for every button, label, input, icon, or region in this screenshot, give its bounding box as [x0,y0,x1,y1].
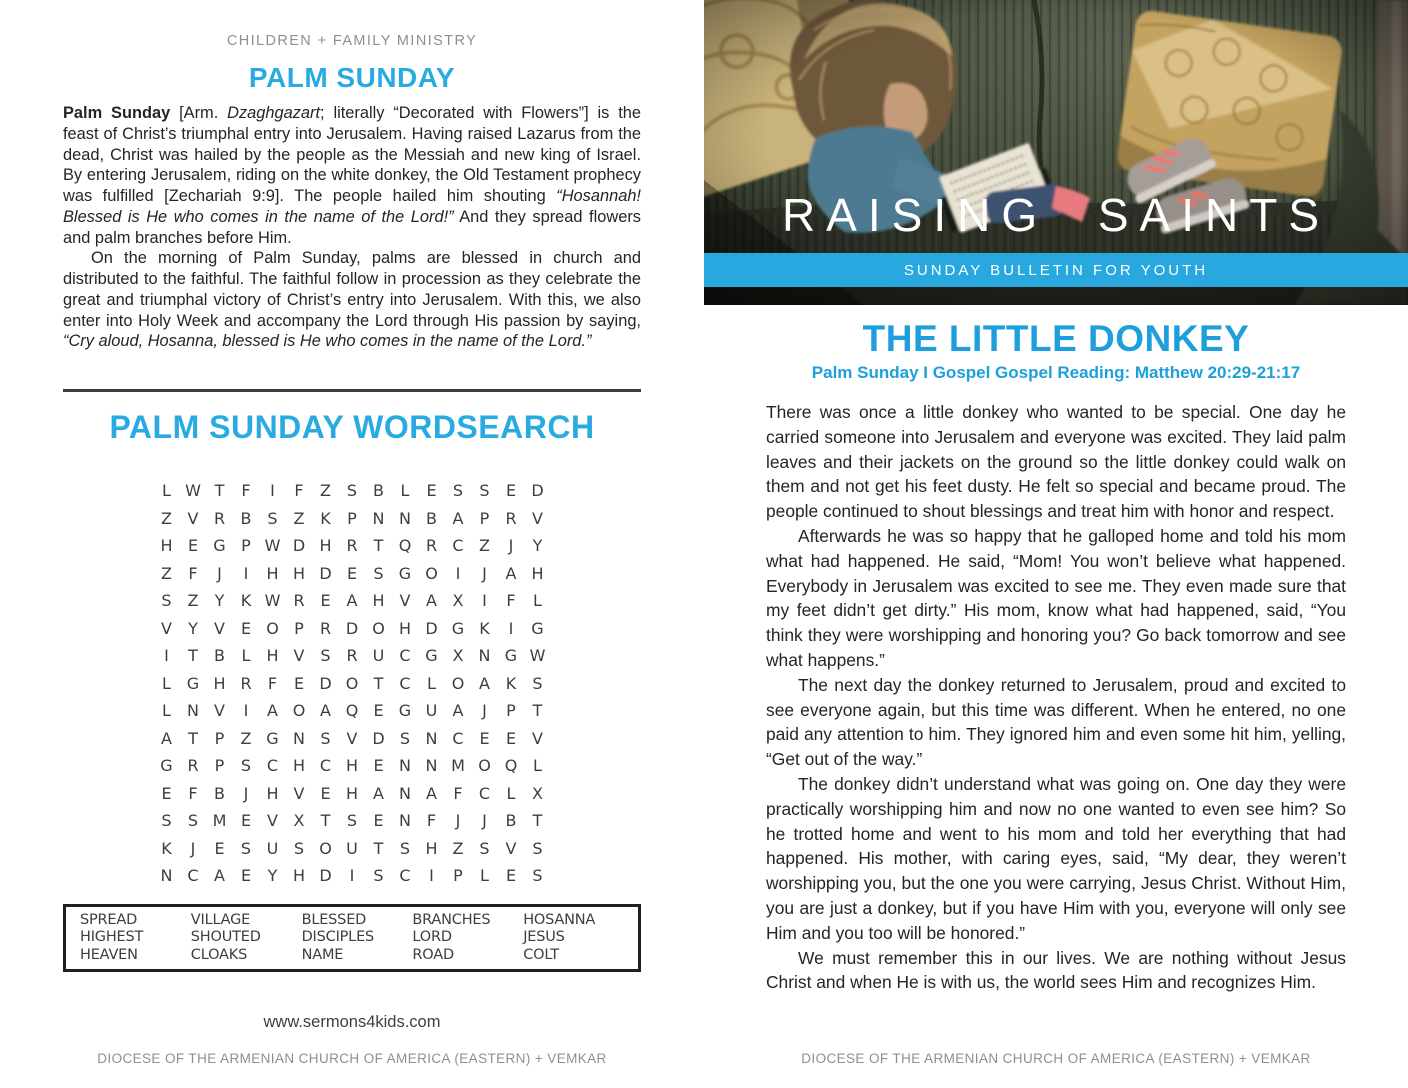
intro-segment: ; literally “Decorated with Flowers”] is the feast of Christ’s triumphal entry into Jerusalem. Having raised Lazarus from the dead, Christ was hailed by the people as the Messiah and new king of Israel. By entering Jerusalem, riding on the white donkey, the Old Testament prophecy was fulfilled [Zechariah 9:9]. The people hailed him shouting [63,104,641,205]
wordsearch-letter: C [452,728,464,748]
wordsearch-letter: E [240,811,252,831]
wordsearch-letter: I [243,563,249,583]
wordsearch-letter: E [426,481,437,501]
wordsearch-letter: Z [452,838,464,858]
wordsearch-letter: N [425,728,438,748]
story-paragraph: There was once a little donkey who wanted to be special. One day he carried someone into Jerusalem and everyone was excited. They laid palm leaves and their jackets on the ground so the little donkey could walk on them and not get his feet dusty. He felt so special and became proud. The people continued to shout blessings and treat him with honor and respect. [766,402,1346,522]
wordsearch-letter: V [399,591,411,611]
wordsearch-letter: R [319,618,332,638]
wordsearch-letter: S [240,756,252,776]
wordsearch-letter: H [292,756,306,776]
wordsearch-row [153,780,551,808]
wordsearch-letter: S [161,811,172,831]
wordsearch-letter: H [266,783,279,803]
wordsearch-letter: V [346,728,358,748]
wordsearch-letter: P [506,701,516,721]
wordsearch-letter: N [399,756,411,776]
wordsearch-row [153,477,551,505]
section-divider [63,389,641,392]
wordsearch-letter: B [240,508,252,528]
wordsearch-letter: L [162,673,171,693]
wordsearch-letter: X [293,811,305,831]
wordsearch-letter: N [399,783,411,803]
word-bank-word: DISCIPLES [301,929,375,945]
wordsearch-letter: O [372,618,385,638]
wordsearch-letter: J [217,563,222,583]
wordsearch-letter: C [452,536,464,556]
wordsearch-letter: G [398,563,412,583]
wordsearch-letter: Y [532,536,543,556]
wordsearch-letter: J [455,811,461,831]
wordsearch-letter: S [532,673,543,693]
word-bank-word: SHOUTED [190,929,261,945]
wordsearch-letter: D [319,563,332,583]
wordsearch-letter: J [482,701,487,721]
wordsearch-row [153,615,551,643]
wordsearch-letter: A [214,866,225,886]
wordsearch-letter: D [345,618,359,638]
wordsearch-letter: H [213,673,226,693]
wordsearch-row [153,835,551,863]
youth-bulletin-banner: SUNDAY BULLETIN FOR YOUTH [704,253,1408,287]
wordsearch-letter: I [455,563,461,583]
wordsearch-letter: S [479,838,490,858]
wordsearch-letter: X [452,646,464,666]
wordsearch-letter: G [531,618,544,638]
wordsearch-letter: K [161,838,172,858]
wordsearch-letter: R [293,591,305,611]
wordsearch-letter: R [240,673,252,693]
wordsearch-letter: L [162,481,171,501]
wordsearch-letter: S [532,866,543,886]
wordsearch-letter: F [294,481,304,501]
word-bank-word: SPREAD [80,911,138,928]
intro-segment: And they spread flowers and palm branches before Him. [63,207,641,247]
wordsearch-letter: O [478,756,491,776]
wordsearch-letter: L [533,756,542,776]
wordsearch-letter: V [267,811,278,831]
wordsearch-letter: Z [240,728,252,748]
wordsearch-letter: W [185,481,201,501]
wordsearch-letter: E [293,673,305,693]
wordsearch-letter: S [320,646,331,666]
wordsearch-letter: N [425,756,438,776]
wordsearch-letter: V [214,618,225,638]
second-paragraph [63,248,641,352]
wordsearch-letter: L [533,591,542,611]
word-bank-word: HOSANNA [523,911,596,928]
wordsearch-letter: E [187,536,199,556]
wordsearch-letter: O [345,673,359,693]
word-bank-word: JESUS [523,929,565,945]
hosannah-quote: “Hosannah! Blessed is He who comes in the name of the Lord!” [63,187,641,226]
story-paragraph: We must remember this in our lives. We are nothing without Jesus Christ and when He is with us, the world sees Him and recognizes Him. [766,947,1346,993]
wordsearch-letter: V [161,618,172,638]
wordsearch-letter: H [531,563,544,583]
wordsearch-letter: D [531,481,544,501]
story-paragraph: The next day the donkey returned to Jerusalem, proud and excited to see everyone again, but this time was different. When he entered, no one paid any attention to him. They ignored him and even some hit him, yelling, “Get out of the way.” [766,674,1346,770]
wordsearch-letter: E [505,481,517,501]
wordsearch-letter: W [264,591,281,611]
word-bank-word: HEAVEN [80,946,138,963]
wordsearch-letter: J [482,811,487,831]
wordsearch-letter: J [243,783,249,803]
word-bank-word: CLOAKS [190,946,248,963]
wordsearch-letter: S [267,508,278,528]
word-bank-word: VILLAGE [190,911,251,928]
wordsearch-row [153,862,551,890]
wordsearch-letter: Y [188,618,198,638]
wordsearch-letter: Y [214,591,225,611]
wordsearch-letter: L [480,866,489,886]
wordsearch-letter: E [240,618,252,638]
wordsearch-letter: R [187,756,199,776]
wordsearch-letter: T [373,673,384,693]
left-footer: DIOCESE OF THE ARMENIAN CHURCH OF AMERICA (EASTERN) + VEMKAR [97,1051,607,1066]
wordsearch-letter: E [505,728,517,748]
wordsearch-letter: S [161,591,172,611]
palm-sunday-intro [63,103,641,352]
wordsearch-letter: D [319,866,332,886]
cry-aloud-quote: “Cry aloud, Hosanna, blessed is He who comes in the name of the Lord.” [63,332,592,351]
wordsearch-letter: F [453,783,463,803]
wordsearch-letter: Z [161,508,172,528]
wordsearch-letter: T [373,838,384,858]
wordsearch-letter: O [451,673,465,693]
word-bank-word: COLT [523,946,559,963]
wordsearch-letter: P [453,866,463,886]
wordsearch-letter: H [372,591,385,611]
wordsearch-letter: B [426,508,437,528]
story-paragraph: Afterwards he was so happy that he galloped home and told his mom what had happened. He said, “Mom! You won’t believe what happened. Everybody in Jerusalem was excited to see me. They even made sure that my feet didn’t get dirty.” His mom, know what had happened, said, “You think they were worshipping and honoring you? Go back tomorrow and see what happens.” [766,525,1346,670]
wordsearch-letter: S [452,481,464,501]
wordsearch-letter: E [505,866,517,886]
word-bank-word: ROAD [412,946,454,963]
wordsearch-letter: Z [293,508,305,528]
wordsearch-letter: A [505,563,517,583]
wordsearch-letter: R [425,536,438,556]
wordsearch-letter: P [214,728,225,748]
wordsearch-letter: F [241,481,251,501]
wordsearch-letter: Z [479,536,490,556]
wordsearch-letter: E [320,591,331,611]
wordsearch-letter: H [319,536,332,556]
wordsearch-row [153,505,551,533]
wordsearch-letter: M [212,811,227,831]
word-bank-column [523,912,634,965]
wordsearch-letter: P [294,618,304,638]
wordsearch-letter: E [161,783,172,803]
wordsearch-letter: H [292,866,306,886]
wordsearch-letter: G [186,673,200,693]
wordsearch-letter: A [346,591,358,611]
wordsearch-letter: R [346,536,358,556]
wordsearch-row [153,670,551,698]
wordsearch-letter: X [532,783,543,803]
raising-saints-title: RAISING SAINTS [781,189,1331,241]
wordsearch-letter: B [505,811,517,831]
wordsearch-letter: V [293,646,305,666]
wordsearch-letter: U [266,838,279,858]
wordsearch-letter: K [320,508,331,528]
wordsearch-letter: H [160,536,173,556]
wordsearch-letter: D [372,728,385,748]
wordsearch-letter: S [320,728,331,748]
intro-lead: Palm Sunday [63,104,171,122]
gospel-reading-subtitle: Palm Sunday I Gospel Gospel Reading: Matthew 20:29-21:17 [811,363,1301,382]
wordsearch-row [153,532,551,560]
wordsearch-letter: V [293,783,305,803]
wordsearch-letter: X [452,591,464,611]
wordsearch-letter: G [398,701,412,721]
wordsearch-letter: T [532,701,543,721]
wordsearch-letter: G [266,728,279,748]
wordsearch-letter: D [319,673,332,693]
wordsearch-letter: H [266,646,279,666]
wordsearch-letter: F [506,591,516,611]
armenian-term: Dzaghgazart [227,104,321,122]
wordsearch-letter: H [292,563,306,583]
wordsearch-letter: I [429,866,434,886]
wordsearch-letter: T [188,646,198,666]
wordsearch-letter: S [399,838,411,858]
wordsearch-letter: N [399,811,411,831]
wordsearch-letter: I [243,701,249,721]
story-body [766,400,1346,995]
wordsearch-letter: P [479,508,490,528]
intro-paragraph [63,103,641,248]
wordsearch-letter: Q [504,756,518,776]
wordsearch-letter: N [293,728,305,748]
word-bank-word: LORD [412,929,452,945]
wordsearch-letter: N [399,508,411,528]
wordsearch-letter: E [240,866,252,886]
wordsearch-letter: B [214,783,225,803]
wordsearch-letter: N [478,646,491,666]
wordsearch-letter: G [451,618,465,638]
word-bank-word: BLESSED [301,911,367,928]
wordsearch-letter: F [188,783,198,803]
paragraph-segment: On the morning of Palm Sunday, palms are blessed in church and distributed to the faithful. The faithful follow in procession as they celebrate the great and triumphal victory of Christ’s entry into Jerusalem. With this, we also enter into Holy Week and accompany the Lord through His passion by saying, [63,249,641,330]
wordsearch-letter: O [319,838,332,858]
wordsearch-letter: S [532,838,543,858]
wordsearch-letter: E [479,728,490,748]
wordsearch-letter: W [264,536,281,556]
wordsearch-letter: N [160,866,173,886]
wordsearch-letter: Z [161,563,172,583]
word-bank [63,904,641,973]
wordsearch-letter: A [320,701,331,721]
wordsearch-letter: Z [320,481,331,501]
word-bank-word: BRANCHES [412,911,491,928]
wordsearch-letter: H [345,783,359,803]
wordsearch-letter: A [479,673,490,693]
wordsearch-letter: C [266,756,279,776]
wordsearch-letter: R [346,646,358,666]
wordsearch-letter: T [320,811,331,831]
wordsearch-letter: T [188,728,198,748]
wordsearch-letter: S [373,866,384,886]
wordsearch-letter: L [506,783,516,803]
wordsearch-letter: A [426,783,437,803]
wordsearch-letter: H [398,618,412,638]
wordsearch-letter: S [346,481,358,501]
wordsearch-letter: F [267,673,278,693]
wordsearch-letter: S [399,728,411,748]
wordsearch-letter: C [399,673,411,693]
wordsearch-letter: Y [267,866,278,886]
wordsearch-letter: L [427,673,436,693]
wordsearch-title: PALM SUNDAY WORDSEARCH [109,409,595,445]
right-page [704,0,1408,1088]
word-bank-word: NAME [301,946,344,963]
wordsearch-letter: L [400,481,410,501]
wordsearch-letter: E [320,783,331,803]
wordsearch-letter: C [478,783,491,803]
wordsearch-letter: E [214,838,225,858]
wordsearch-letter: V [505,838,517,858]
wordsearch-letter: U [372,646,385,666]
wordsearch-row [153,697,551,725]
wordsearch-row [153,587,551,615]
source-url: www.sermons4kids.com [263,1013,441,1031]
wordsearch-letter: D [292,536,306,556]
right-footer: DIOCESE OF THE ARMENIAN CHURCH OF AMERICA (EASTERN) + VEMKAR [801,1051,1311,1066]
wordsearch-row [153,560,551,588]
wordsearch-letter: Q [345,701,359,721]
hero-section [704,0,1408,305]
ministry-eyebrow: CHILDREN + FAMILY MINISTRY [226,33,478,49]
wordsearch-letter: S [293,838,305,858]
wordsearch-letter: C [399,866,411,886]
wordsearch-letter: R [213,508,226,528]
wordsearch-letter: C [319,756,332,776]
wordsearch-letter: I [349,866,355,886]
wordsearch-letter: I [482,591,487,611]
wordsearch-letter: G [425,646,438,666]
wordsearch-grid [153,477,551,890]
wordsearch-letter: F [188,563,198,583]
wordsearch-letter: E [373,701,384,721]
wordsearch-letter: V [532,728,543,748]
wordsearch-letter: I [508,618,514,638]
wordsearch-letter: C [187,866,199,886]
wordsearch-row [153,642,551,670]
wordsearch-letter: A [267,701,278,721]
wordsearch-letter: I [270,481,275,501]
wordsearch-letter: Z [187,591,199,611]
wordsearch-letter: T [214,481,225,501]
word-bank-column [191,912,302,965]
wordsearch-row [153,807,551,835]
palm-sunday-title: PALM SUNDAY [248,62,456,93]
wordsearch-letter: P [347,508,357,528]
wordsearch-letter: E [373,811,384,831]
wordsearch-letter: J [482,563,487,583]
wordsearch-letter: I [164,646,169,666]
word-bank-word: HIGHEST [80,929,144,945]
wordsearch-letter: T [532,811,543,831]
wordsearch-letter: S [346,811,358,831]
wordsearch-letter: C [399,646,411,666]
word-bank-column [80,912,191,965]
wordsearch-letter: N [187,701,199,721]
wordsearch-letter: H [345,756,359,776]
wordsearch-letter: A [426,591,437,611]
wordsearch-letter: S [187,811,199,831]
wordsearch-letter: G [160,756,173,776]
wordsearch-letter: V [187,508,199,528]
wordsearch-letter: V [532,508,543,528]
wordsearch-letter: K [479,618,490,638]
wordsearch-letter: L [241,646,251,666]
wordsearch-letter: J [190,838,196,858]
wordsearch-letter: S [240,838,252,858]
wordsearch-letter: A [452,508,464,528]
wordsearch-letter: K [240,591,252,611]
wordsearch-letter: L [162,701,171,721]
story-paragraph: The donkey didn’t understand what was going on. One day they were practically worshipping him and now no one wanted to even see him? So he trotted home and went to his mom and told her everything that had happened. His mother, with caring eyes, said, “My dear, they weren’t worshipping you, but the one you were carrying, Jesus Christ. Without Him, you are just a donkey, but if you have Him with you, everyone will only see Him and you too will be honored.” [766,773,1346,943]
wordsearch-letter: Q [398,536,412,556]
wordsearch-letter: S [373,563,384,583]
wordsearch-letter: N [372,508,385,528]
wordsearch-letter: G [213,536,226,556]
little-donkey-title: THE LITTLE DONKEY [862,318,1250,359]
wordsearch-letter: A [373,783,384,803]
wordsearch-letter: R [505,508,517,528]
wordsearch-letter: A [452,701,464,721]
wordsearch-letter: P [214,756,225,776]
wordsearch-letter: U [346,838,358,858]
wordsearch-row [153,752,551,780]
wordsearch-letter: K [505,673,517,693]
wordsearch-letter: B [214,646,225,666]
word-bank-column [412,912,523,965]
wordsearch-letter: G [504,646,518,666]
wordsearch-letter: H [266,563,279,583]
wordsearch-row [153,725,551,753]
wordsearch-letter: V [214,701,225,721]
wordsearch-letter: M [451,756,465,776]
wordsearch-letter: W [529,646,546,666]
wordsearch-letter: O [292,701,306,721]
wordsearch-letter: E [346,563,358,583]
wordsearch-letter: O [266,618,279,638]
wordsearch-letter: T [373,536,384,556]
wordsearch-letter: A [161,728,172,748]
wordsearch-letter: D [425,618,438,638]
wordsearch-letter: J [508,536,514,556]
word-bank-column [302,912,413,965]
wordsearch-letter: F [426,811,437,831]
wordsearch-letter: P [241,536,251,556]
intro-segment: [Arm. [170,104,228,122]
wordsearch-letter: B [373,481,384,501]
wordsearch-letter: H [425,838,438,858]
wordsearch-letter: O [425,563,438,583]
wordsearch-letter: E [373,756,384,776]
wordsearch-letter: U [425,701,438,721]
wordsearch-letter: S [479,481,490,501]
